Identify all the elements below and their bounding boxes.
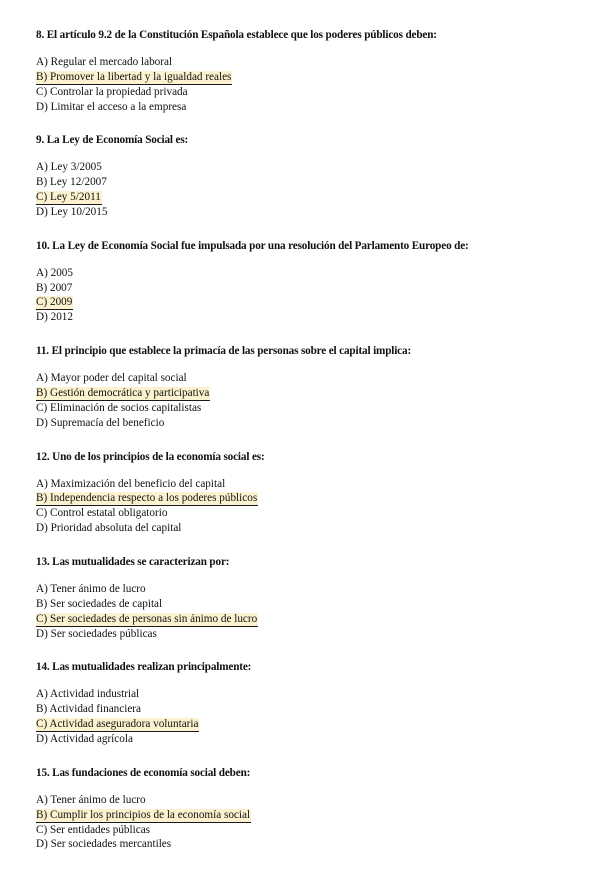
option-c — [36, 506, 576, 521]
option-text: B) Independencia respecto a los poderes públicos — [36, 492, 258, 505]
option-text: C) Control estatal obligatorio — [36, 507, 168, 520]
option-b — [36, 702, 576, 717]
question-title: 9. La Ley de Economía Social es: — [36, 134, 189, 147]
option-text: B) Ser sociedades de capital — [36, 597, 163, 610]
option-text: A) Regular el mercado laboral — [36, 56, 173, 68]
option-d — [36, 627, 576, 642]
option-d — [36, 521, 576, 536]
option-a — [36, 793, 576, 808]
option-text: B) Cumplir los principios de la economía social — [36, 808, 251, 821]
option-text: C) 2009 — [36, 296, 73, 309]
option-a — [36, 55, 576, 70]
option-text: A) 2005 — [36, 266, 73, 279]
option-text: D) Supremacía del beneficio — [36, 416, 165, 429]
option-a — [36, 687, 576, 702]
option-text: C) Eliminación de socios capitalistas — [36, 401, 202, 414]
question-title: 14. Las mutualidades realizan principalmente: — [36, 661, 252, 674]
option-a — [36, 371, 576, 386]
question-title: 11. El principio que establece la primacía de las personas sobre el capital implica: — [36, 345, 412, 358]
option-a — [36, 266, 576, 281]
option-b-correct — [36, 386, 576, 401]
option-d — [36, 310, 576, 325]
option-b-correct — [36, 491, 576, 506]
option-a — [36, 160, 576, 175]
option-c-correct — [36, 190, 576, 205]
question-11 — [36, 344, 576, 430]
option-a — [36, 582, 576, 597]
option-text: A) Tener ánimo de lucro — [36, 582, 146, 595]
option-text: C) Ley 5/2011 — [36, 190, 101, 203]
option-text: D) Ser sociedades públicas — [36, 627, 157, 640]
question-title: 13. Las mutualidades se caracterizan por: — [36, 555, 230, 568]
option-text: D) 2012 — [36, 311, 73, 324]
option-text: B) Gestión democrática y participativa — [36, 386, 210, 399]
option-d — [36, 100, 576, 115]
question-9 — [36, 133, 576, 219]
option-text: B) 2007 — [36, 281, 73, 294]
option-text: B) Actividad financiera — [36, 703, 141, 716]
question-title: 15. Las fundaciones de economía social deben: — [36, 766, 251, 779]
document-page — [36, 28, 576, 871]
option-text: A) Maximización del beneficio del capital — [36, 477, 226, 490]
option-b — [36, 281, 576, 296]
option-b — [36, 597, 576, 612]
option-d — [36, 416, 576, 431]
option-text: D) Prioridad absoluta del capital — [36, 522, 182, 535]
option-text: D) Ley 10/2015 — [36, 205, 108, 218]
option-c — [36, 823, 576, 838]
option-d — [36, 732, 576, 747]
option-text: A) Tener ánimo de lucro — [36, 793, 146, 806]
option-text: B) Ley 12/2007 — [36, 176, 107, 189]
question-12 — [36, 450, 576, 536]
question-title: 12. Uno de los principios de la economía social es: — [36, 450, 265, 463]
option-c-correct — [36, 612, 576, 627]
question-15 — [36, 766, 576, 852]
option-b — [36, 175, 576, 190]
option-text: C) Actividad aseguradora voluntaria — [36, 717, 199, 730]
question-title: 8. El artículo 9.2 de la Constitución Española establece que los poderes públicos deben: — [36, 29, 437, 41]
option-c-correct — [36, 295, 576, 310]
question-title: 10. La Ley de Economía Social fue impulsada por una resolución del Parlamento Europeo de: — [36, 239, 469, 252]
option-text: A) Actividad industrial — [36, 688, 140, 701]
question-13 — [36, 555, 576, 641]
option-b-correct — [36, 808, 576, 823]
question-8 — [36, 28, 576, 114]
option-c-correct — [36, 717, 576, 732]
option-text: D) Ser sociedades mercantiles — [36, 838, 172, 851]
option-b-correct — [36, 70, 576, 85]
option-text: B) Promover la libertad y la igualdad reales — [36, 70, 232, 83]
option-text: C) Ser sociedades de personas sin ánimo de lucro — [36, 612, 258, 625]
option-text: D) Actividad agrícola — [36, 732, 133, 745]
question-10 — [36, 239, 576, 325]
option-text: A) Ley 3/2005 — [36, 161, 102, 174]
option-text: C) Controlar la propiedad privada — [36, 85, 188, 98]
option-c — [36, 401, 576, 416]
option-text: C) Ser entidades públicas — [36, 823, 151, 836]
option-text: A) Mayor poder del capital social — [36, 372, 187, 385]
option-text: D) Limitar el acceso a la empresa — [36, 100, 187, 113]
option-d — [36, 205, 576, 220]
option-a — [36, 477, 576, 492]
question-14 — [36, 660, 576, 746]
option-d — [36, 837, 576, 852]
option-c — [36, 85, 576, 100]
